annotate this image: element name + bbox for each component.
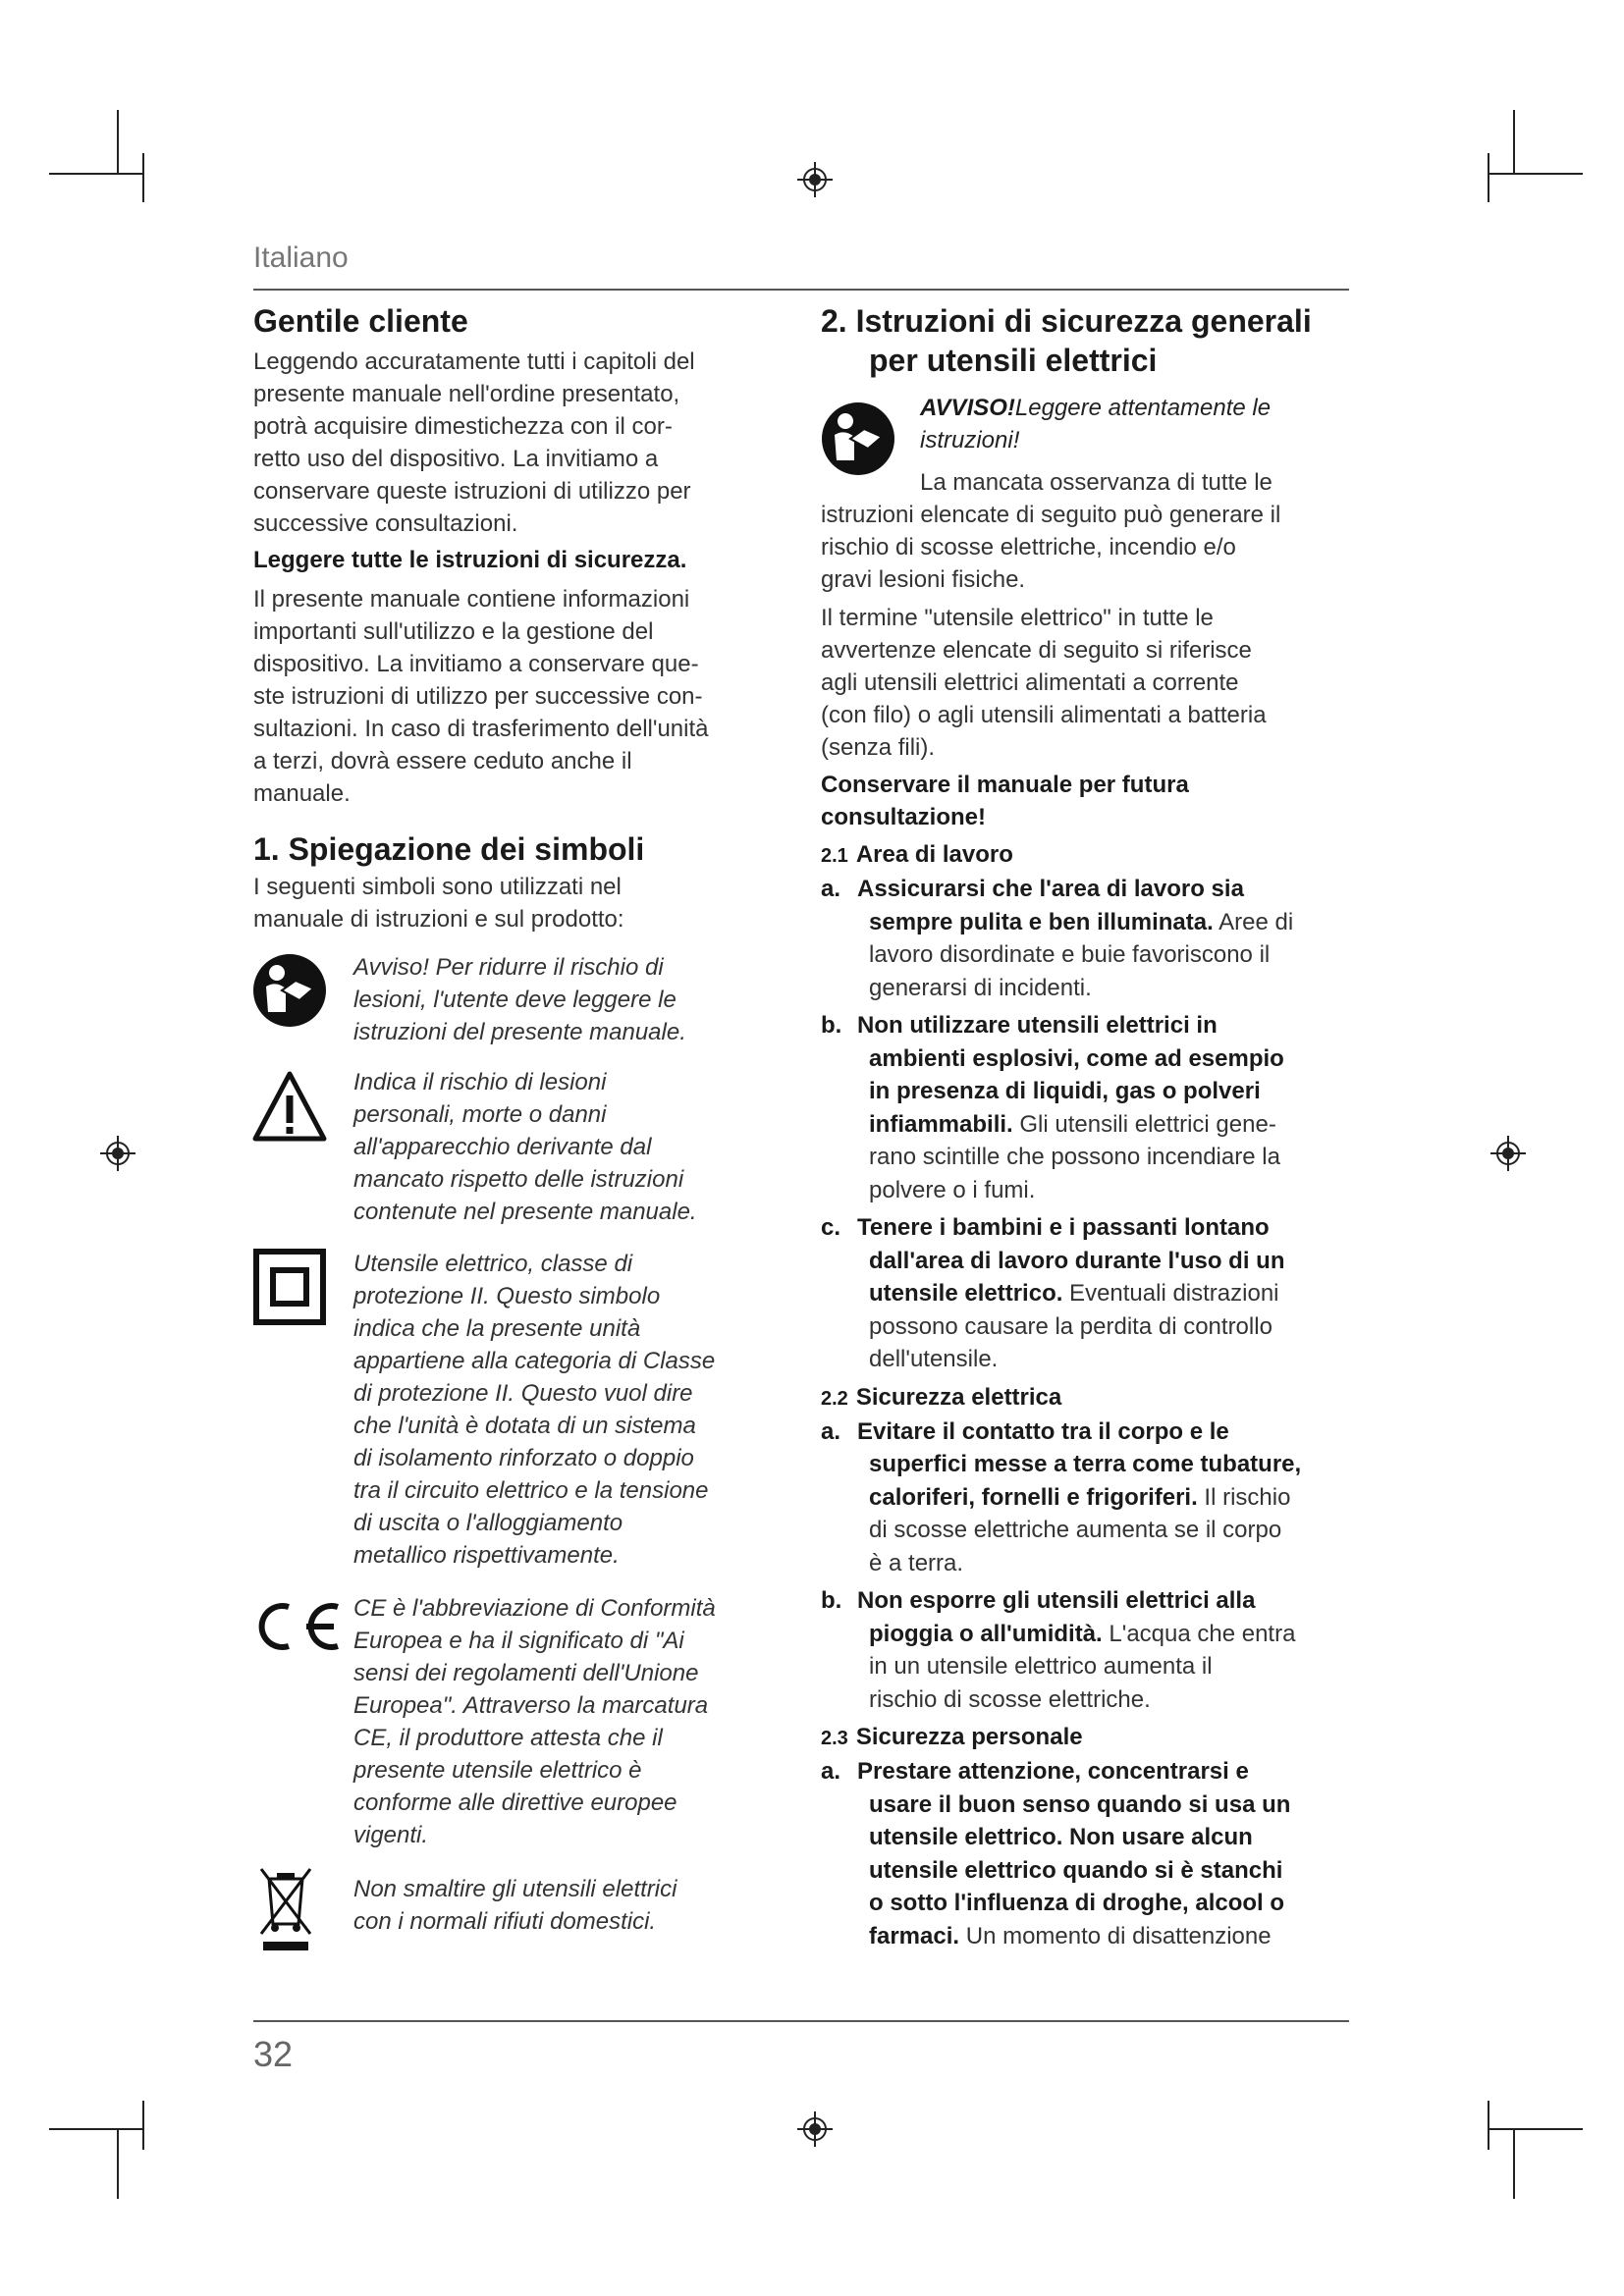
crop-mark xyxy=(49,173,143,175)
text-line: all'apparecchio derivante dal xyxy=(353,1134,652,1160)
list-item-line xyxy=(869,1481,1290,1514)
text: dell'utensile. xyxy=(869,1346,999,1372)
weee-crossed-bin-icon xyxy=(257,1865,314,1951)
warning-text xyxy=(920,392,1271,424)
subsection-title: Area di lavoro xyxy=(855,841,1013,868)
text-line: dispositivo. La invitiamo a conservare que- xyxy=(253,651,699,677)
text-line: agli utensili elettrici alimentati a corrente xyxy=(821,669,1239,696)
list-item-line xyxy=(869,1042,1284,1075)
text-line: conservare queste istruzioni di utilizzo per xyxy=(253,478,691,505)
text-line: indica che la presente unità xyxy=(353,1315,641,1342)
list-item-label: a. xyxy=(821,1417,841,1445)
text-line: Europea e ha il significato di "Ai xyxy=(353,1628,684,1654)
list-item-line xyxy=(869,1514,1281,1546)
greeting-title: Gentile cliente xyxy=(253,303,468,339)
list-item-line xyxy=(869,1310,1272,1343)
bold-text: Prestare attenzione, concentrarsi e xyxy=(857,1758,1249,1785)
crop-mark xyxy=(117,2128,119,2199)
text: polvere o i fumi. xyxy=(869,1176,1036,1203)
footer-rule xyxy=(253,2020,1349,2022)
text-line: lesioni, l'utente deve leggere le xyxy=(353,987,677,1013)
text-line: presente utensile elettrico è xyxy=(353,1757,642,1784)
text-line: sensi dei regolamenti dell'Unione xyxy=(353,1660,699,1686)
registration-mark-icon xyxy=(1490,1136,1526,1171)
text-line: appartiene alla categoria di Classe xyxy=(353,1348,716,1374)
text-line: Utensile elettrico, classe di xyxy=(353,1251,633,1277)
subsection-title: Sicurezza personale xyxy=(855,1724,1083,1750)
bold-text: farmaci. xyxy=(869,1922,960,1949)
warning-message: Leggere attentamente le xyxy=(1014,395,1272,421)
text-line: Avviso! Per ridurre il rischio di xyxy=(353,954,664,981)
list-item-line xyxy=(869,938,1270,971)
bold-text: usare il buon senso quando si usa un xyxy=(869,1790,1291,1818)
text-line: sultazioni. In caso di trasferimento dell'unità xyxy=(253,716,709,742)
text: rischio di scosse elettriche. xyxy=(869,1685,1151,1713)
text-line: tra il circuito elettrico e la tensione xyxy=(353,1477,709,1504)
list-item-line xyxy=(869,1277,1279,1309)
read-manual-icon xyxy=(821,401,895,476)
bold-text: sempre pulita e ben illuminata. xyxy=(869,908,1214,935)
text-line: presente manuale nell'ordine presentato, xyxy=(253,381,680,407)
text-line: conforme alle direttive europee xyxy=(353,1789,677,1816)
subsection-number: 2.3 xyxy=(821,1728,848,1749)
bold-text: infiammabili. xyxy=(869,1110,1013,1138)
subsection-heading xyxy=(821,1381,1061,1414)
list-item-line xyxy=(869,1174,1035,1206)
symbol-description xyxy=(353,1066,697,1228)
text-line: istruzioni elencate di seguito può generare il xyxy=(821,502,1281,528)
bold-text: superfici messe a terra come tubature, xyxy=(869,1451,1302,1477)
bold-text: caloriferi, fornelli e frigoriferi. xyxy=(869,1483,1198,1511)
list-item-line xyxy=(857,1211,1270,1244)
crop-mark xyxy=(142,153,144,202)
intro-paragraph xyxy=(253,346,695,540)
registration-mark-icon xyxy=(797,162,833,197)
text-line: manuale. xyxy=(253,780,351,807)
warning-text-cont: istruzioni! xyxy=(920,427,1020,454)
list-item-label: b. xyxy=(821,1587,842,1614)
text-line: CE, il produttore attesta che il xyxy=(353,1725,663,1751)
text-line: gravi lesioni fisiche. xyxy=(821,566,1026,593)
text: Il rischio xyxy=(1197,1483,1291,1511)
list-item-line xyxy=(857,1584,1255,1617)
text: L'acqua che entra xyxy=(1102,1620,1296,1647)
bold-text: utensile elettrico. Non usare alcun xyxy=(869,1824,1253,1850)
list-item-line xyxy=(869,1075,1261,1107)
list-item-line xyxy=(869,972,1092,1004)
header-rule xyxy=(253,289,1349,291)
bold-text: Assicurarsi che l'area di lavoro sia xyxy=(857,876,1244,902)
text-line: mancato rispetto delle istruzioni xyxy=(353,1166,684,1193)
text-line: istruzioni del presente manuale. xyxy=(353,1019,686,1045)
list-item-line xyxy=(869,1618,1295,1650)
bold-text: ambienti esplosivi, come ad esempio xyxy=(869,1044,1284,1072)
list-item-line xyxy=(869,1245,1285,1277)
text-line: (con filo) o agli utensili alimentati a batteria xyxy=(821,702,1267,728)
text: di scosse elettriche aumenta se il corpo xyxy=(869,1517,1282,1543)
text-line: manuale di istruzioni e sul prodotto: xyxy=(253,906,624,933)
text: Eventuali distrazioni xyxy=(1062,1280,1279,1307)
list-item-line xyxy=(869,1920,1272,1952)
text-line: Leggendo accuratamente tutti i capitoli del xyxy=(253,348,695,375)
list-item-label: a. xyxy=(821,1758,841,1785)
text-line: consultazione! xyxy=(821,804,987,830)
crop-mark xyxy=(1488,2101,1489,2150)
section-2-title-cont: per utensili elettrici xyxy=(869,343,1158,378)
subsection-number: 2.1 xyxy=(821,845,848,867)
text-line: La mancata osservanza di tutte le xyxy=(920,469,1272,496)
text-line: Non smaltire gli utensili elettrici xyxy=(353,1876,677,1902)
bold-text: Non esporre gli utensili elettrici alla xyxy=(857,1587,1256,1614)
crop-mark xyxy=(117,110,119,173)
crop-mark xyxy=(1513,110,1515,173)
language-header: Italiano xyxy=(253,241,349,274)
bold-text: pioggia o all'umidità. xyxy=(869,1620,1103,1647)
text-line: Il presente manuale contiene informazioni xyxy=(253,586,690,613)
info-paragraph xyxy=(253,583,709,810)
paragraph-consequences xyxy=(821,466,1280,596)
list-item-line xyxy=(869,1789,1290,1821)
safety-note: Leggere tutte le istruzioni di sicurezza. xyxy=(253,547,687,573)
text-line: a terzi, dovrà essere ceduto anche il xyxy=(253,748,632,774)
list-item-line xyxy=(869,1821,1253,1853)
bold-text: Tenere i bambini e i passanti lontano xyxy=(857,1214,1270,1241)
bold-text: dall'area di lavoro durante l'uso di un xyxy=(869,1247,1285,1274)
symbol-description xyxy=(353,1873,677,1938)
symbol-description xyxy=(353,951,686,1048)
text-line: rischio di scosse elettriche, incendio e/o xyxy=(821,534,1236,561)
crop-mark xyxy=(1513,2128,1515,2199)
section-2-title: 2. Istruzioni di sicurezza generali xyxy=(821,303,1312,339)
text: lavoro disordinate e buie favoriscono il xyxy=(869,941,1271,968)
text-line: con i normali rifiuti domestici. xyxy=(353,1908,657,1935)
list-item-line xyxy=(857,873,1244,905)
text-line: personali, morte o danni xyxy=(353,1101,607,1128)
text-line: che l'unità è dotata di un sistema xyxy=(353,1413,696,1439)
warning-label: AVVISO! xyxy=(920,395,1015,421)
text-line: di protezione II. Questo vuol dire xyxy=(353,1380,693,1407)
text-line: ste istruzioni di utilizzo per successive con- xyxy=(253,683,703,710)
list-item-line xyxy=(869,1854,1282,1887)
paragraph-definition xyxy=(821,602,1267,764)
bold-text: Non utilizzare utensili elettrici in xyxy=(857,1012,1218,1039)
text: Un momento di disattenzione xyxy=(959,1922,1272,1949)
text-line: I seguenti simboli sono utilizzati nel xyxy=(253,874,622,900)
text: Aree di xyxy=(1213,908,1294,935)
list-item-line xyxy=(857,1755,1249,1788)
subsection-heading xyxy=(821,1721,1083,1753)
list-item-label: c. xyxy=(821,1214,841,1241)
text-line: avvertenze elencate di seguito si riferisce xyxy=(821,637,1252,664)
bold-text: in presenza di liquidi, gas o polveri xyxy=(869,1078,1261,1104)
list-item-line xyxy=(869,1448,1301,1480)
crop-mark xyxy=(49,2128,143,2130)
keep-manual-note xyxy=(821,769,1189,833)
text-line: Conservare il manuale per futura xyxy=(821,772,1189,798)
list-item-label: b. xyxy=(821,1012,842,1039)
page-number: 32 xyxy=(253,2034,294,2074)
registration-mark-icon xyxy=(797,2111,833,2147)
list-item-label: a. xyxy=(821,876,841,902)
read-manual-icon xyxy=(252,953,327,1028)
crop-mark xyxy=(142,2101,144,2150)
text-line: di uscita o l'alloggiamento xyxy=(353,1510,623,1536)
text-line: potrà acquisire dimestichezza con il cor- xyxy=(253,413,673,440)
bold-text: utensile elettrico quando si è stanchi xyxy=(869,1856,1283,1884)
text: è a terra. xyxy=(869,1549,964,1576)
list-item-line xyxy=(869,1343,998,1375)
list-item-line xyxy=(869,906,1293,938)
section-1-intro xyxy=(253,871,624,935)
text: Gli utensili elettrici gene- xyxy=(1012,1110,1276,1138)
text-line: contenute nel presente manuale. xyxy=(353,1199,697,1225)
subsection-number: 2.2 xyxy=(821,1387,848,1410)
text-line: protezione II. Questo simbolo xyxy=(353,1283,661,1309)
bold-text: o sotto l'influenza di droghe, alcool o xyxy=(869,1890,1285,1916)
class-ii-double-insulation-icon xyxy=(253,1249,326,1325)
text-line: Indica il rischio di lesioni xyxy=(353,1069,607,1095)
text-line: Il termine "utensile elettrico" in tutte le xyxy=(821,605,1214,631)
list-item-line xyxy=(869,1887,1284,1919)
symbol-description xyxy=(353,1592,716,1851)
text-line: metallico rispettivamente. xyxy=(353,1542,620,1569)
text: rano scintille che possono incendiare la xyxy=(869,1144,1280,1170)
text-line: importanti sull'utilizzo e la gestione del xyxy=(253,618,654,645)
text: generarsi di incidenti. xyxy=(869,974,1092,1001)
list-item-line xyxy=(869,1683,1151,1716)
text-line: CE è l'abbreviazione di Conformità xyxy=(353,1595,716,1622)
bold-text: utensile elettrico. xyxy=(869,1280,1063,1307)
crop-mark xyxy=(1489,173,1583,175)
list-item-line xyxy=(869,1650,1213,1682)
list-item-line xyxy=(857,1009,1218,1041)
list-item-line xyxy=(869,1141,1280,1173)
text-line: di isolamento rinforzato o doppio xyxy=(353,1445,694,1471)
bold-text: Evitare il contatto tra il corpo e le xyxy=(857,1417,1229,1445)
text-line: successive consultazioni. xyxy=(253,510,518,537)
text: in un utensile elettrico aumenta il xyxy=(869,1653,1213,1680)
list-item-line xyxy=(869,1108,1276,1141)
symbol-description xyxy=(353,1248,715,1572)
section-1-title: 1. Spiegazione dei simboli xyxy=(253,831,645,867)
text-line: Europea". Attraverso la marcatura xyxy=(353,1692,709,1719)
registration-mark-icon xyxy=(100,1136,135,1171)
text-line: (senza fili). xyxy=(821,734,936,761)
text-line: retto uso del dispositivo. La invitiamo a xyxy=(253,446,659,472)
list-item-line xyxy=(857,1415,1229,1448)
text-line: vigenti. xyxy=(353,1822,429,1848)
ce-mark-icon xyxy=(247,1602,342,1651)
subsection-title: Sicurezza elettrica xyxy=(855,1383,1062,1411)
crop-mark xyxy=(1488,153,1489,202)
text: possono causare la perdita di controllo xyxy=(869,1312,1272,1340)
warning-triangle-icon xyxy=(252,1070,327,1145)
crop-mark xyxy=(1489,2128,1583,2130)
subsection-heading xyxy=(821,838,1013,871)
list-item-line xyxy=(869,1547,963,1579)
